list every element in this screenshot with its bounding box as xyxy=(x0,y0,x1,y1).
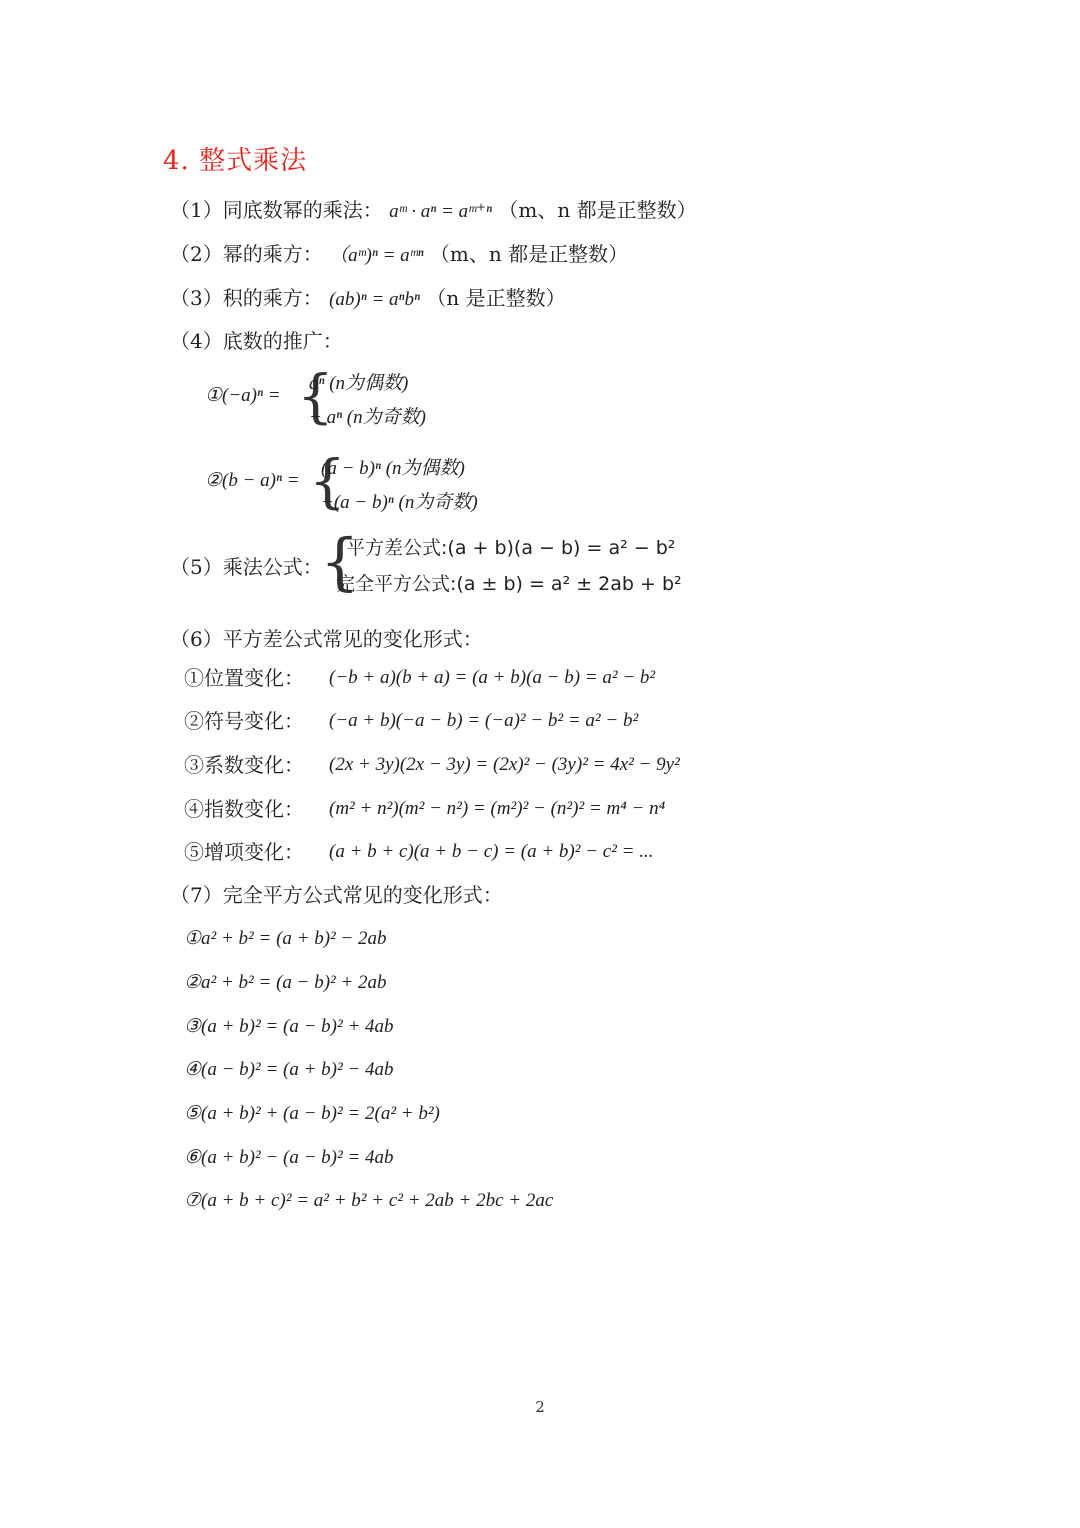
square-form-item: ③(a + b)² = (a − b)² + 4ab xyxy=(184,1016,394,1037)
rule-2-formula: （aᵐ)ⁿ = aᵐⁿ xyxy=(329,245,424,266)
rule-2-label: （2）幂的乘方： xyxy=(170,242,323,266)
square-form-item: ⑤(a + b)² + (a − b)² = 2(a² + b²) xyxy=(184,1103,440,1124)
rule-3-note: （n 是正整数） xyxy=(426,286,566,310)
diff-form-formula: (2x + 3y)(2x − 3y) = (2x)² − (3y)² = 4x² − 9y² xyxy=(329,754,680,775)
left-brace-icon: { xyxy=(297,362,334,430)
rule-1-formula: aᵐ · aⁿ = aᵐ⁺ⁿ xyxy=(389,201,493,222)
square-form-item: ⑥(a + b)² − (a − b)² = 4ab xyxy=(184,1147,394,1168)
rule-2-note: （m、n 都是正整数） xyxy=(429,242,629,266)
generalize-1-case-odd: − aⁿ (n为奇数) xyxy=(309,407,426,428)
section-title: 4. 整式乘法 xyxy=(163,146,308,176)
rule-1-label: （1）同底数幂的乘法： xyxy=(170,198,383,222)
generalize-2-lhs: ②(b − a)ⁿ = xyxy=(205,470,300,491)
rule-1-note: （m、n 都是正整数） xyxy=(498,198,697,222)
diff-form-label: ①位置变化： xyxy=(184,666,304,690)
rule-2 xyxy=(170,240,628,270)
diff-form-formula: (a + b + c)(a + b − c) = (a + b)² − c² = ... xyxy=(329,841,654,862)
difference-of-squares: 平方差公式:(a + b)(a − b) = a² − b² xyxy=(346,537,676,559)
diff-form-label: ②符号变化： xyxy=(184,709,304,733)
rule-5-label: （5）乘法公式： xyxy=(170,555,323,579)
rule-4 xyxy=(170,327,343,355)
diff-forms-heading: （6）平方差公式常见的变化形式： xyxy=(170,627,483,651)
diff-form-formula: (m² + n²)(m² − n²) = (m²)² − (n²)² = m⁴ − n⁴ xyxy=(329,798,666,819)
rule-3-formula: (ab)ⁿ = aⁿbⁿ xyxy=(329,289,421,310)
square-form-item: ④(a − b)² = (a + b)² − 4ab xyxy=(184,1059,394,1080)
diff-form-item xyxy=(184,664,656,692)
diff-form-item xyxy=(184,795,666,823)
square-forms-heading: （7）完全平方公式常见的变化形式： xyxy=(170,883,503,907)
diff-form-item xyxy=(184,838,654,866)
square-form-item: ⑦(a + b + c)² = a² + b² + c² + 2ab + 2bc + 2ac xyxy=(184,1190,554,1211)
diff-form-label: ③系数变化： xyxy=(184,753,304,777)
diff-form-formula: (−b + a)(b + a) = (a + b)(a − b) = a² − b² xyxy=(329,667,656,688)
rule-3 xyxy=(170,284,566,314)
diff-form-item xyxy=(184,707,639,735)
diff-form-item xyxy=(184,751,680,779)
diff-form-label: ④指数变化： xyxy=(184,797,304,821)
rule-4-label: （4）底数的推广： xyxy=(170,329,343,353)
diff-form-formula: (−a + b)(−a − b) = (−a)² − b² = a² − b² xyxy=(329,710,639,731)
generalize-1-case-even: aⁿ (n为偶数) xyxy=(309,373,409,394)
left-brace-icon: { xyxy=(309,447,346,515)
diff-form-label: ⑤增项变化： xyxy=(184,840,304,864)
left-brace-icon: { xyxy=(320,525,360,598)
generalize-1-lhs: ①(−a)ⁿ = xyxy=(205,385,281,406)
page-number: 2 xyxy=(535,1398,545,1416)
rule-3-label: （3）积的乘方： xyxy=(170,286,323,310)
square-form-item: ②a² + b² = (a − b)² + 2ab xyxy=(184,972,387,993)
generalize-2-case-odd: −(a − b)ⁿ (n为奇数) xyxy=(321,492,478,513)
generalize-2-case-even: (a − b)ⁿ (n为偶数) xyxy=(321,458,465,479)
perfect-square: 完全平方公式:(a ± b) = a² ± 2ab + b² xyxy=(336,573,682,595)
square-form-item: ①a² + b² = (a + b)² − 2ab xyxy=(184,928,387,949)
rule-1 xyxy=(170,196,697,226)
